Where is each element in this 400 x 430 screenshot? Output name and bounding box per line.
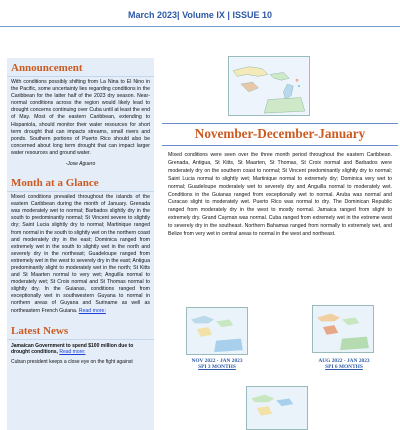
sidebar — [7, 58, 154, 430]
caption-spi-6 — [304, 358, 384, 371]
announcement-heading: Announcement — [7, 58, 154, 77]
news-read-more-link[interactable]: Read more: — [59, 349, 86, 356]
issue-line: March 2023| Volume IX | ISSUE 10 — [128, 10, 272, 20]
month-text-body: Mixed conditions prevailed throughout the islands of the eastern Caribbean during the month of January. Grenada was moderately wet to normal; Barbados slightly dry in the south to predominantly normal; St Vincent severe to slightly dry; Saint Lucia slightly dry to normal; Martinique ranged from normal in the south to slightly wet on the northern coast and moderately dry in the east; Dominica ranged from extremely wet in the south to slightly wet in the north and severely dry in the northeast; Guadeloupe ranged from extremely wet in the west to severely dry in the east; Antigua predominantly slight to moderately wet in the north; St Kitts and St Maarten normal to very wet; Anguilla normal to moderately wet; St Croix normal and St Thomas normal to slightly dry. In the Guianas, conditions ranged from exceptionally wet in southwestern Guyana to normal in northern areas of Guyana and Suriname as well as northeastern French Guiana. — [11, 194, 150, 314]
news-heading: Latest News — [7, 321, 154, 340]
spi-6-month-map — [312, 305, 374, 353]
caribbean-map-image — [228, 56, 310, 116]
news-item-text: Cuban president keeps a close eye on the fight against — [11, 359, 133, 366]
spi-map-thumbnail — [246, 386, 308, 430]
section-title: November-December-January — [194, 126, 366, 141]
caption-line: AUG 2022 - JAN 2023 — [318, 358, 370, 364]
divider — [162, 123, 398, 124]
announcement-signature: -Jose Aguero — [65, 161, 96, 168]
announcement-text: With conditions possibly shifting from La Nina to El Nino in the Pacific, some uncertainty lies regarding conditions in the Caribbean for the latter half of the 2023 dry season. Near-normal conditions across the region would likely lead to drought concerns continuing over Cuba until at least the end of May. Most of the eastern Caribbean, extending to Hispaniola, should monitor their water resources for short term drought that can impacts streams, small rivers and ponds. Southern portions of Puerto Rico should also be concerned about long term drought that can impact larger water resources and ground water. — [11, 79, 150, 156]
caption-line: SPI 6 MONTHS — [325, 364, 363, 371]
caption-line: SPI 3 MONTHS — [198, 364, 236, 371]
masthead — [0, 0, 400, 30]
news-item — [7, 340, 154, 357]
month-text — [7, 192, 154, 315]
month-read-more-link[interactable]: Read more: — [78, 307, 106, 314]
caption-line: NOV 2022 - JAN 2023 — [191, 358, 243, 364]
month-heading: Month at a Glance — [7, 173, 154, 192]
news-item-title: Jamaican Government to spend $100 million due to drought conditions, — [11, 342, 134, 356]
section-body: Mixed conditions were seen over the three month period throughout the eastern Caribbean. Grenada, Antigua, St Kitts, St Maarten, St Thomas, St Croix normal and Barbados were moderately dry on the southern coast to normal; St Vincent predominantly slightly dry to normal; Saint Lucia normal to slightly wet; Martinique normal to extremely dry; Dominica very wet to normal; Guadeloupe moderately wet to severely dry and Anguilla normal to moderately wet. Conditions in the Guianas ranged from exceptionally wet to normal. Aruba was normal and Curacao slight to moderately wet. Puerto Rico was normal to dry. The Dominican Republic ranged from moderately dry in the west to mostly normal. Jamaica ranged from slight to extremely dry. Grand Cayman was normal. Cuba ranged from extremely wet in the extreme west to severely dry in the southeast. Northern Bahamas ranged from normally to extremely wet, and Belize from very wet in central areas to normal in the west and northeast. — [168, 152, 392, 238]
news-item — [7, 356, 154, 366]
spi-3-month-map — [186, 307, 248, 355]
divider — [162, 145, 398, 146]
caption-spi-3 — [178, 358, 256, 371]
divider — [0, 26, 400, 27]
